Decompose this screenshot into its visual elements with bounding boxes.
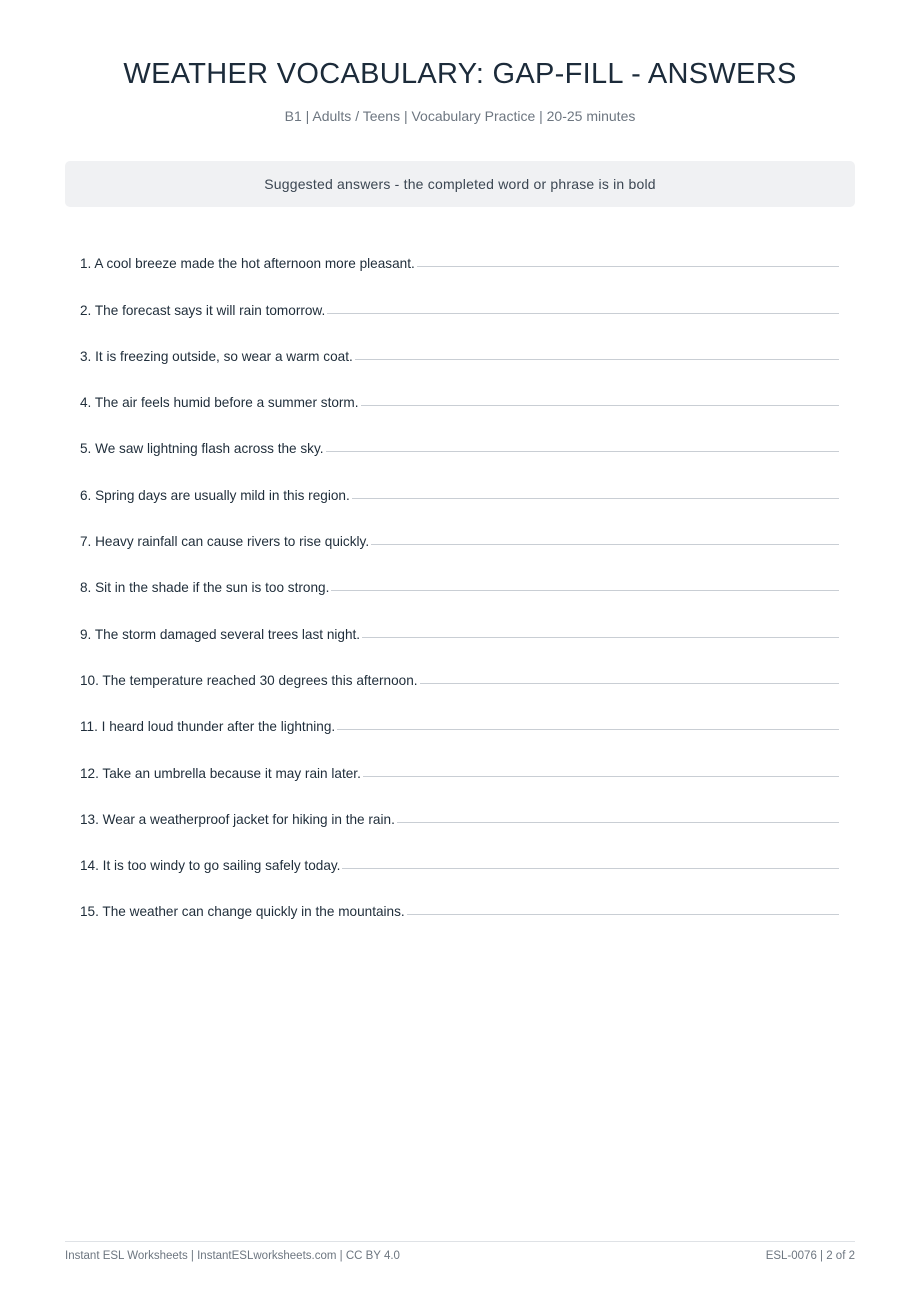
answer-item: [80, 508, 839, 554]
answer-text: 9. The storm damaged several trees last night.: [80, 626, 361, 642]
answer-item: [80, 461, 839, 507]
answer-text: 8. Sit in the shade if the sun is too strong.: [80, 580, 330, 596]
answer-item: [80, 323, 839, 369]
answer-item: [80, 276, 839, 322]
footer-divider: [65, 1241, 855, 1242]
footer-page-number: ESL-0076 | 2 of 2: [765, 1250, 855, 1262]
answer-text: 7. Heavy rainfall can cause rivers to rise quickly.: [80, 534, 370, 550]
page-title: WEATHER VOCABULARY: GAP-FILL - ANSWERS: [123, 58, 797, 90]
answer-text: 4. The air feels humid before a summer storm.: [80, 395, 359, 411]
answer-text: 3. It is freezing outside, so wear a warm coat.: [80, 348, 353, 364]
answer-text: 13. Wear a weatherproof jacket for hiking in the rain.: [80, 811, 395, 827]
answer-text: 11. I heard loud thunder after the lightning.: [80, 719, 336, 735]
answer-item: [80, 415, 839, 461]
answer-item: [80, 693, 839, 739]
answer-item: [80, 878, 839, 924]
footer-credits: Instant ESL Worksheets | InstantESLworksheets.com | CC BY 4.0: [65, 1250, 400, 1262]
answer-list: [80, 230, 839, 924]
answer-item: [80, 739, 839, 785]
answer-item: [80, 647, 839, 693]
answer-text: 1. A cool breeze made the hot afternoon more pleasant.: [80, 256, 415, 272]
instructions-banner: [65, 161, 855, 207]
answer-item: [80, 600, 839, 646]
answer-item: [80, 832, 839, 878]
answer-text: 5. We saw lightning flash across the sky.: [80, 441, 324, 457]
answer-item: [80, 230, 839, 276]
answer-text: 10. The temperature reached 30 degrees this afternoon.: [80, 672, 418, 688]
answer-text: 14. It is too windy to go sailing safely today.: [80, 858, 341, 874]
instructions-text: Suggested answers - the completed word or phrase is in bold: [264, 176, 656, 192]
answer-text: 12. Take an umbrella because it may rain later.: [80, 765, 361, 781]
answer-text: 6. Spring days are usually mild in this region.: [80, 487, 350, 503]
answer-item: [80, 786, 839, 832]
answer-text: 2. The forecast says it will rain tomorrow.: [80, 302, 326, 318]
answer-item: [80, 369, 839, 415]
page-subtitle: B1 | Adults / Teens | Vocabulary Practice | 20-25 minutes: [284, 108, 636, 124]
answer-text: 15. The weather can change quickly in the mountains.: [80, 904, 405, 920]
answer-item: [80, 554, 839, 600]
